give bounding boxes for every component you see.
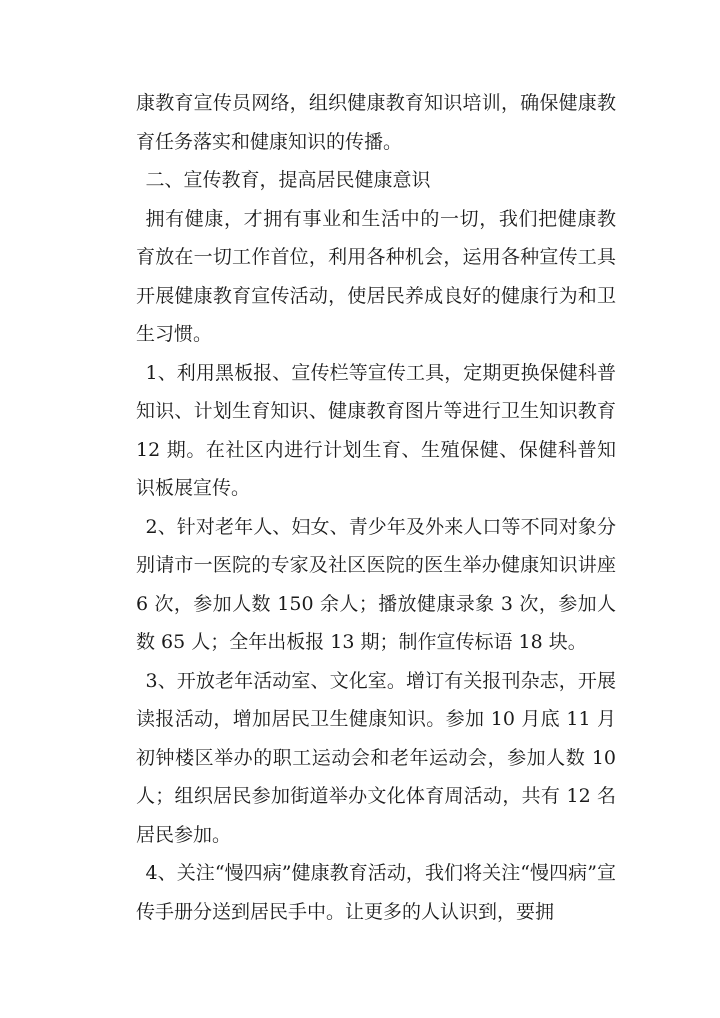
paragraph-intro: 拥有健康，才拥有事业和生活中的一切，我们把健康教育放在一切工作首位，利用各种机会，运用各种宣传工具开展健康教育宣传活动，使居民养成良好的健康行为和卫生习惯。 xyxy=(136,207,616,345)
paragraph-item-3: 3、开放老年活动室、文化室。增订有关报刊杂志，开展读报活动，增加居民卫生健康知识。参加 10 月底 11 月初钟楼区举办的职工运动会和老年运动会，参加人数 10 人；组织居民参加街道举办文化体育周活动，共有 12 名居民参加。 xyxy=(136,669,616,846)
paragraph-item-1: 1、利用黑板报、宣传栏等宣传工具，定期更换保健科普知识、计划生育知识、健康教育图片等进行卫生知识教育 12 期。在社区内进行计划生育、生殖保健、保健科普知识板展宣传。 xyxy=(136,361,616,499)
paragraph-item-2: 2、针对老年人、妇女、青少年及外来人口等不同对象分别请市一医院的专家及社区医院的医生举办健康知识讲座 6 次，参加人数 150 余人；播放健康录象 3 次，参加人数 65 人；全年出板报 13 期；制作宣传标语 18 块。 xyxy=(136,515,616,653)
paragraph-continuation: 康教育宣传员网络，组织健康教育知识培训，确保健康教育任务落实和健康知识的传播。 xyxy=(136,92,616,153)
paragraph-item-4: 4、关注“慢四病”健康教育活动，我们将关注“慢四病”宣传手册分送到居民手中。让更多的人认识到，要拥 xyxy=(136,862,616,923)
section-heading: 二、宣传教育，提高居民健康意识 xyxy=(145,169,431,191)
document-body xyxy=(136,84,616,931)
